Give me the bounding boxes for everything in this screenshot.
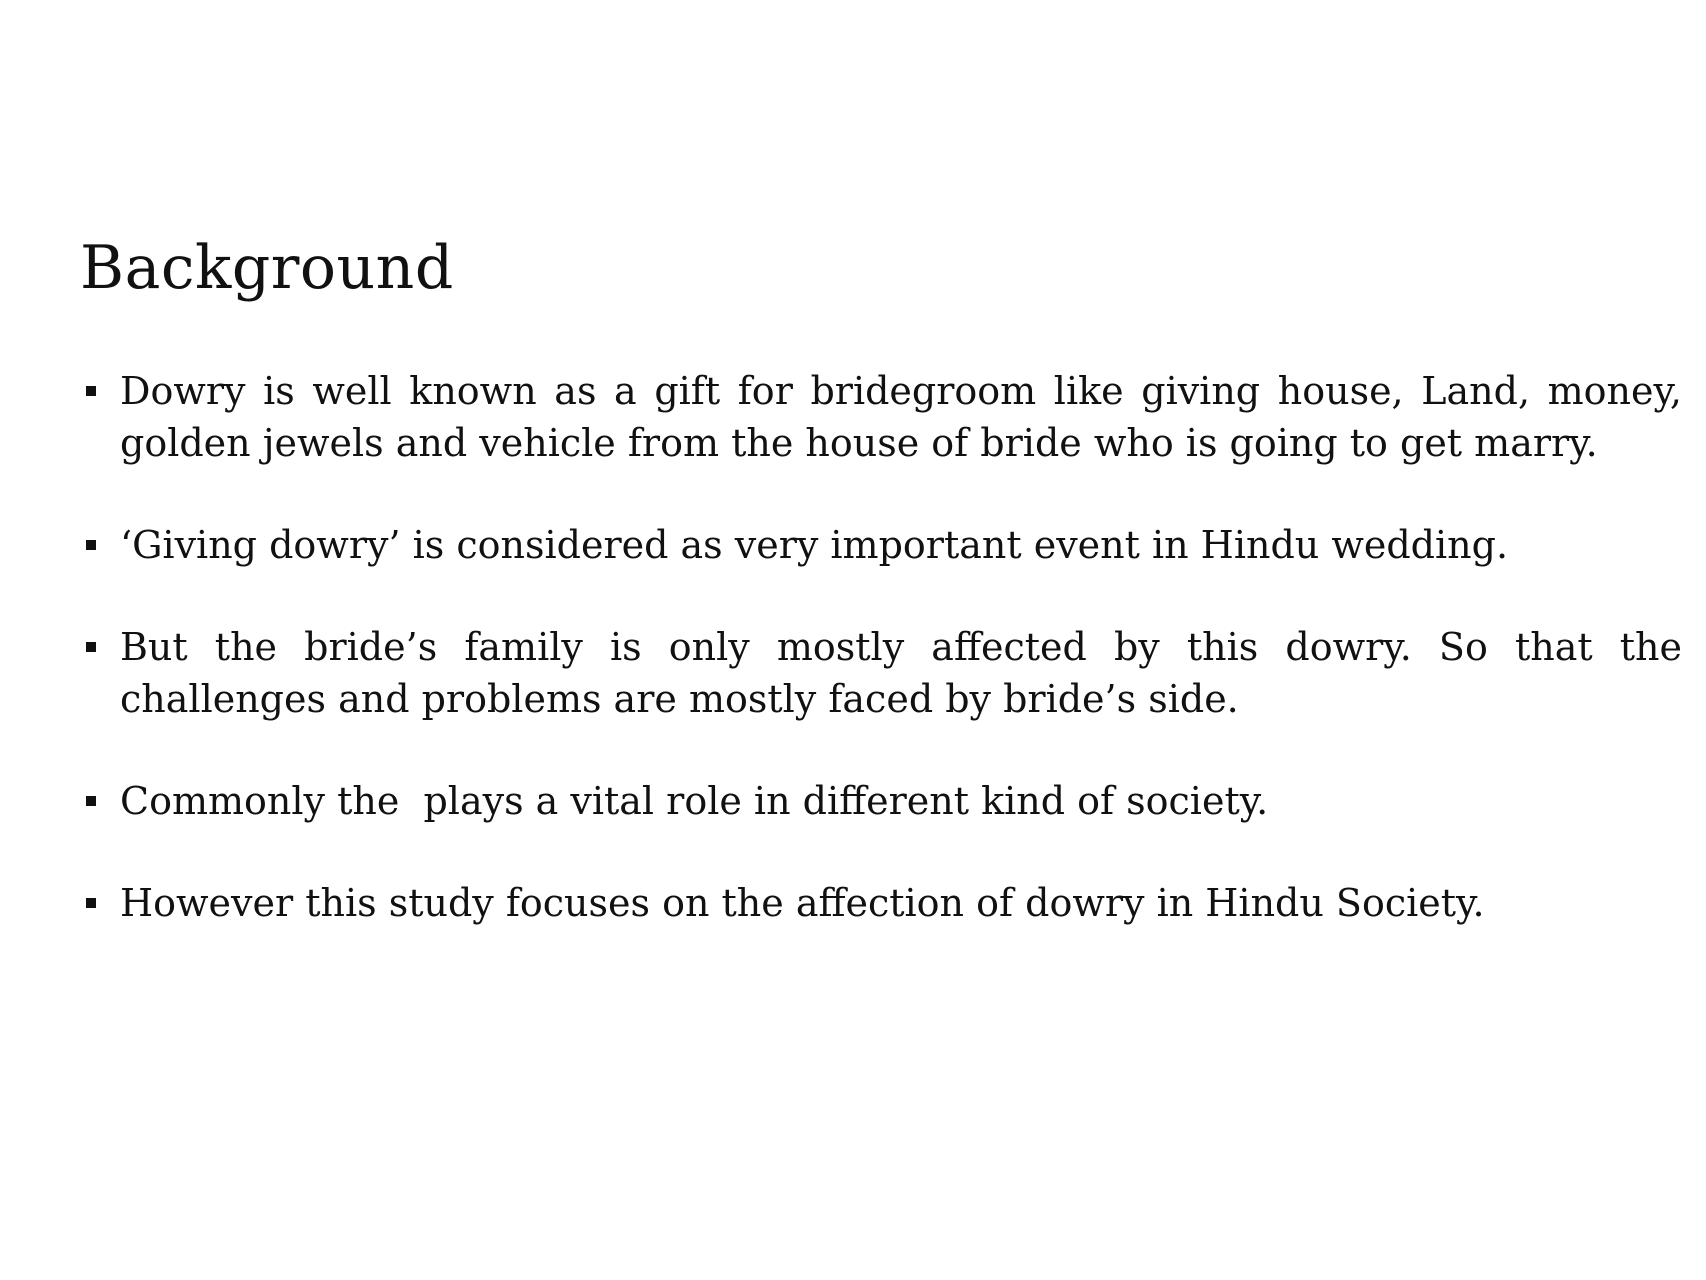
bullet-item <box>80 877 1682 929</box>
square-bullet-icon <box>86 540 96 550</box>
square-bullet-icon <box>86 796 96 806</box>
bullet-item <box>80 519 1682 571</box>
bullet-text: ‘Giving dowry’ is considered as very important event in Hindu wedding. <box>120 523 1509 567</box>
bullet-item <box>80 621 1682 725</box>
bullet-list <box>80 365 1682 929</box>
bullet-text: Dowry is well known as a gift for bridegroom like giving house, Land, money, golden jewels and vehicle from the house of bride who is going to get marry. <box>120 369 1682 465</box>
bullet-text: But the bride’s family is only mostly affected by this dowry. So that the challenges and problems are mostly faced by bride’s side. <box>120 625 1682 721</box>
bullet-text: However this study focuses on the affection of dowry in Hindu Society. <box>120 881 1485 925</box>
bullet-item <box>80 365 1682 469</box>
slide-title: Background <box>80 233 454 303</box>
bullet-text: Commonly the plays a vital role in different kind of society. <box>120 779 1269 823</box>
square-bullet-icon <box>86 386 96 396</box>
square-bullet-icon <box>86 898 96 908</box>
square-bullet-icon <box>86 642 96 652</box>
bullet-item <box>80 775 1682 827</box>
